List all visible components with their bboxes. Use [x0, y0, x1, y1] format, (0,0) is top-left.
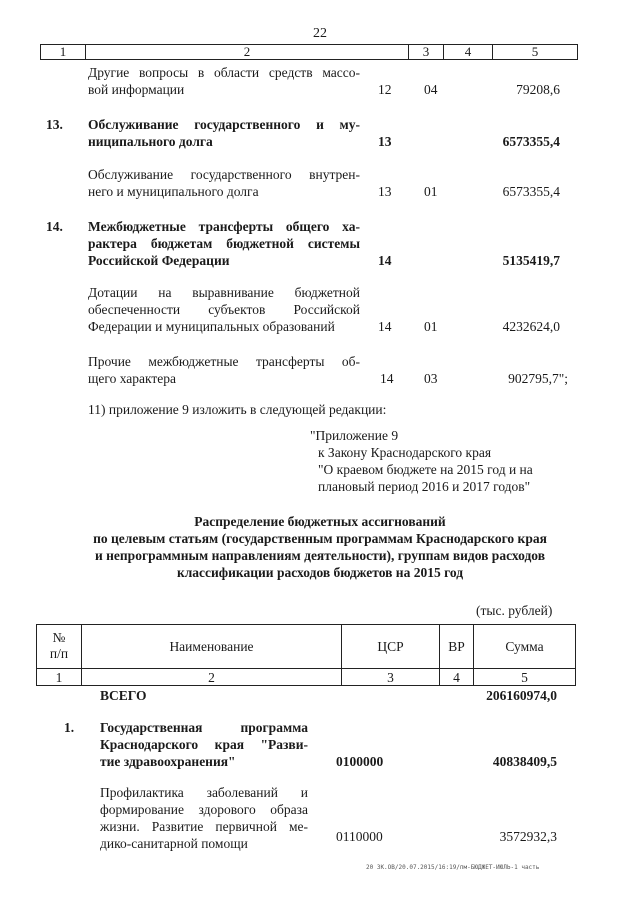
entry-csr: 0100000 [336, 754, 384, 769]
entry-text: Краснодарского края "Разви- [100, 737, 308, 752]
row-text: вой информации [88, 82, 185, 97]
row-subsection: 01 [424, 319, 438, 334]
row-text: Межбюджетные трансферты общего ха- [88, 219, 360, 234]
row-text: обеспеченности субъектов Российской [88, 302, 360, 317]
index-cell: 1 [55, 670, 63, 685]
units-label: (тыс. рублей) [476, 603, 553, 618]
row-amount: 4232624,0 [502, 319, 560, 334]
appendix-line: "Приложение 9 [310, 428, 399, 443]
top-header-cell-3: 3 [422, 44, 430, 59]
document-footer: 20 ЗК.ОВ/20.07.2015/16:19/пм-БЮДЖЕТ-ИЮЛЬ-1 часть [366, 864, 540, 871]
top-header-cell-1: 1 [59, 44, 67, 59]
row-text: Прочие межбюджетные трансферты об- [88, 354, 360, 369]
total-label: ВСЕГО [100, 688, 147, 703]
index-cell: 2 [208, 670, 215, 685]
top-header-cell-2: 2 [243, 44, 251, 59]
row-section: 14 [380, 371, 394, 386]
entry-sum: 40838409,5 [492, 754, 557, 769]
top-header-cell-5: 5 [531, 44, 539, 59]
appendix-line: "О краевом бюджете на 2015 год и на [318, 462, 533, 477]
header-name: Наименование [169, 639, 254, 654]
row-section: 12 [378, 82, 392, 97]
row-text: Другие вопросы в области средств массо- [88, 65, 360, 80]
top-header-cell-4: 4 [464, 44, 472, 59]
row-number: 14. [46, 219, 63, 234]
row-text: щего характера [88, 371, 177, 386]
appendix-line: плановый период 2016 и 2017 годов" [318, 479, 531, 494]
row-subsection: 03 [424, 371, 438, 386]
row-text: Обслуживание государственного внутрен- [88, 167, 360, 182]
entry-csr: 0110000 [336, 829, 383, 844]
total-value: 206160974,0 [486, 688, 557, 703]
header-num: п/п [49, 646, 69, 661]
row-amount: 79208,6 [516, 82, 560, 97]
entry-text: Профилактика заболеваний и [100, 785, 308, 800]
row-text: Федерации и муниципальных образований [88, 319, 335, 334]
section-title: и непрограммным направлениям деятельности), группам видов расходов [94, 548, 546, 563]
row-text: Дотации на выравнивание бюджетной [88, 285, 360, 300]
row-section: 14 [378, 253, 392, 268]
entry-text: жизни. Развитие первичной ме- [100, 819, 308, 834]
row-text: ниципального долга [88, 134, 213, 149]
row-amount: 6573355,4 [502, 184, 560, 199]
row-amount: 902795,7"; [508, 371, 568, 386]
entry-sum: 3572932,3 [499, 829, 557, 844]
index-cell: 5 [521, 670, 528, 685]
section-title: классификации расходов бюджетов на 2015 год [176, 565, 464, 580]
top-table-header [40, 44, 578, 60]
section-title: Распределение бюджетных ассигнований [194, 514, 446, 529]
entry-text: формирование здорового образа [100, 802, 308, 817]
index-cell: 4 [453, 670, 460, 685]
header-vr: ВР [448, 639, 465, 654]
row-text: Обслуживание государственного и му- [88, 117, 360, 132]
entry-text: дико-санитарной помощи [100, 836, 248, 851]
header-csr: ЦСР [377, 639, 404, 654]
row-section: 14 [378, 319, 392, 334]
row-section: 13 [378, 134, 392, 149]
header-num: № [52, 630, 66, 645]
row-text: него и муниципального долга [88, 184, 259, 199]
row-text: рактера бюджетам бюджетной системы [88, 236, 360, 251]
row-subsection: 01 [424, 184, 438, 199]
row-text: Российской Федерации [88, 253, 230, 268]
page-number: 22 [313, 26, 327, 41]
budget-table-header [36, 624, 576, 686]
index-cell: 3 [387, 670, 394, 685]
entry-number: 1. [64, 720, 75, 735]
row-amount: 6573355,4 [502, 134, 560, 149]
entry-text: тие здравоохранения" [100, 754, 236, 769]
section-title: по целевым статьям (государственным программам Краснодарского края [93, 531, 547, 546]
header-sum: Сумма [505, 639, 544, 654]
appendix-line: к Закону Краснодарского края [318, 445, 492, 460]
row-number: 13. [46, 117, 63, 132]
instruction-text: 11) приложение 9 изложить в следующей редакции: [88, 402, 387, 417]
row-amount: 5135419,7 [502, 253, 560, 268]
entry-text: Государственная программа [100, 720, 308, 735]
row-section: 13 [378, 184, 392, 199]
row-subsection: 04 [424, 82, 438, 97]
